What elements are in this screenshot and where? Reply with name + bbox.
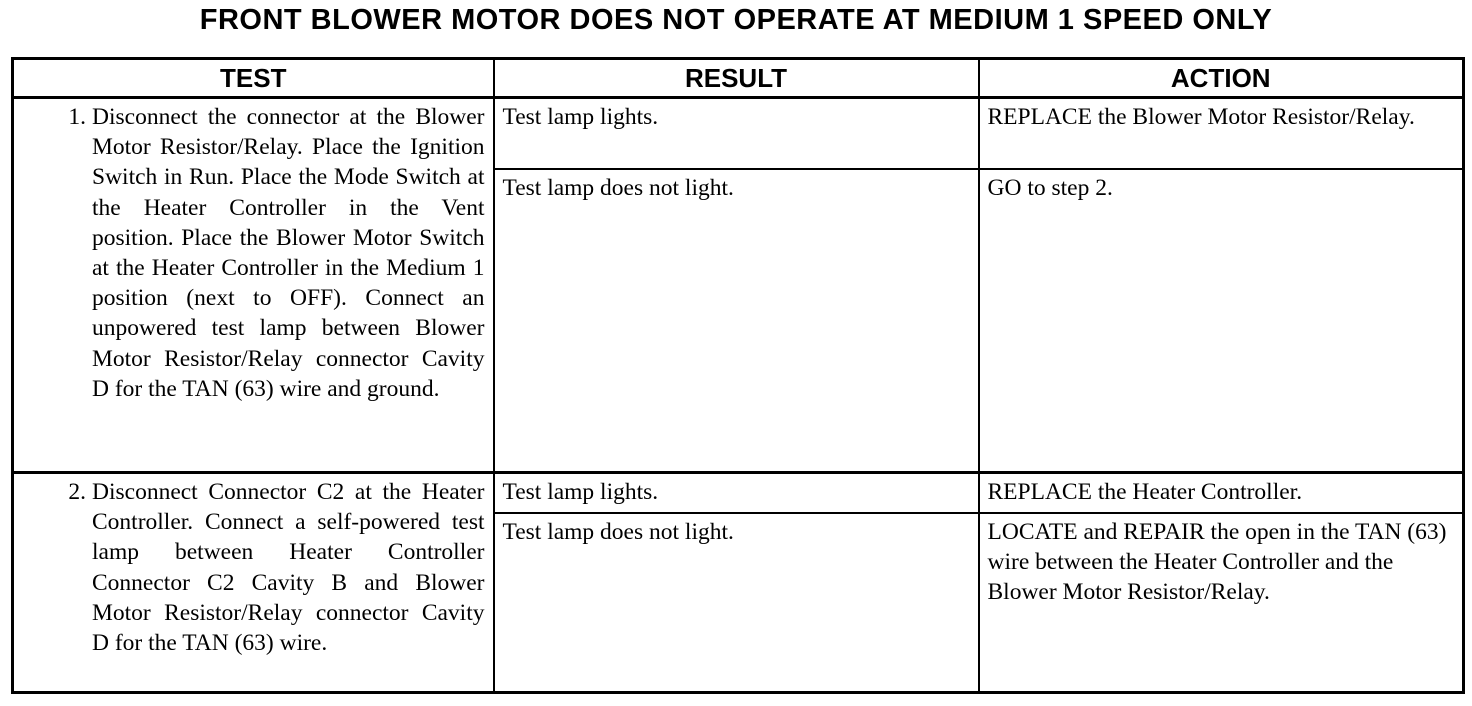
diagnostic-table xyxy=(11,57,1465,694)
action-cell: LOCATE and REPAIR the open in the TAN (63) wire between the Heater Controller and the Blower Motor Resistor/Relay. xyxy=(979,513,1464,693)
table-row xyxy=(13,473,1464,514)
test-cell-step-2 xyxy=(13,473,494,693)
step-number: 1. xyxy=(68,104,86,130)
header-action: ACTION xyxy=(979,59,1464,98)
test-cell-step-1 xyxy=(13,98,494,473)
table-row xyxy=(13,98,1464,170)
result-cell: Test lamp does not light. xyxy=(494,513,979,693)
result-cell: Test lamp lights. xyxy=(494,98,979,170)
header-result: RESULT xyxy=(494,59,979,98)
step-number: 2. xyxy=(68,479,86,505)
step-instructions: Disconnect Connector C2 at the Heater Controller. Connect a self-powered test lamp between Heater Controller Connector C2 Cavity B and Blower Motor Resistor/Relay connector Cavity D for the TAN (63) wire. xyxy=(92,479,485,657)
header-row xyxy=(13,59,1464,98)
action-cell: REPLACE the Heater Controller. xyxy=(979,473,1464,514)
header-test: TEST xyxy=(13,59,494,98)
action-cell: REPLACE the Blower Motor Resistor/Relay. xyxy=(979,98,1464,170)
action-cell: GO to step 2. xyxy=(979,169,1464,473)
page-title: FRONT BLOWER MOTOR DOES NOT OPERATE AT MEDIUM 1 SPEED ONLY xyxy=(199,4,1273,36)
step-instructions: Disconnect the connector at the Blower Motor Resistor/Relay. Place the Ignition Switch in Run. Place the Mode Switch at the Heater Controller in the Vent position. Place the Blower Motor Switch at the Heater Controller in the Medium 1 position (next to OFF). Connect an unpowered test lamp between Blower Motor Resistor/Relay connector Cavity D for the TAN (63) wire and ground. xyxy=(92,104,485,402)
result-cell: Test lamp lights. xyxy=(494,473,979,514)
result-cell: Test lamp does not light. xyxy=(494,169,979,473)
